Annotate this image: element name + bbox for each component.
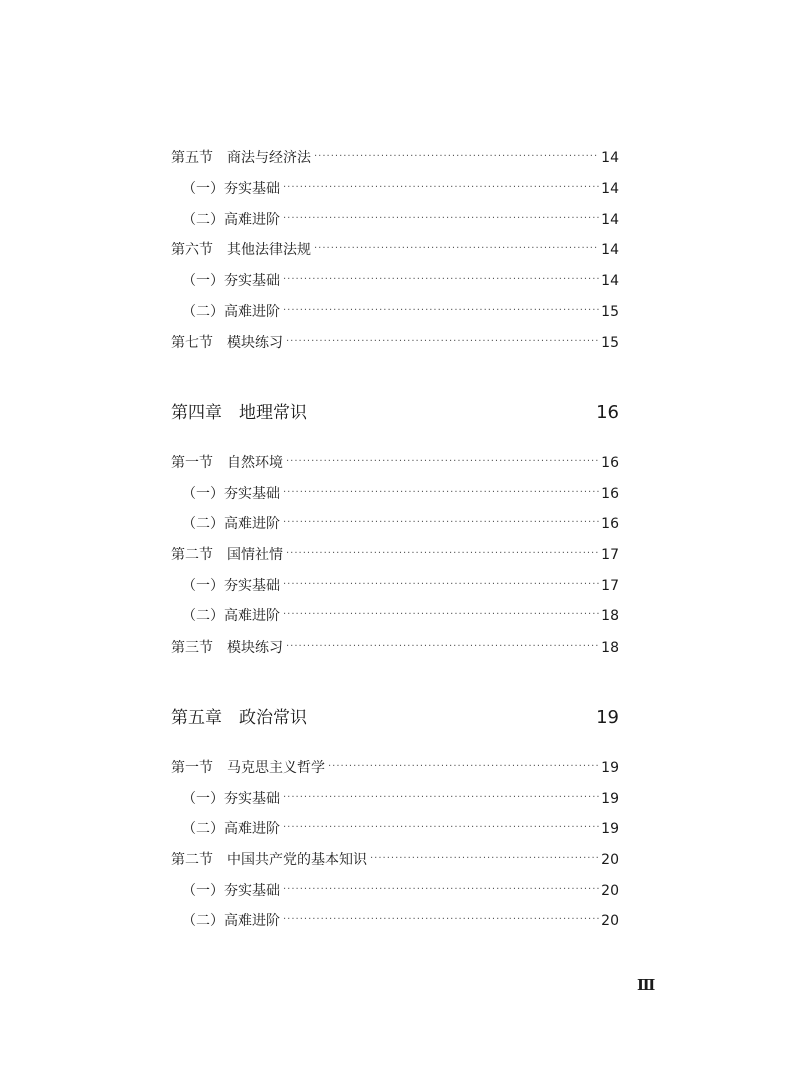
dot-leader	[283, 882, 599, 898]
dot-leader	[283, 211, 599, 227]
chapter-heading[interactable]	[171, 705, 619, 731]
dot-leader	[283, 272, 599, 288]
toc-entry-label: （一）夯实基础	[182, 791, 280, 807]
toc-entry-label: 第一节 自然环境	[171, 455, 283, 471]
toc-entry-label: （二）高难进阶	[182, 821, 280, 837]
dot-leader	[328, 759, 599, 775]
toc-entry-label: 第二节 国情社情	[171, 547, 283, 563]
page-number: Ⅲ	[637, 976, 656, 994]
toc-entry[interactable]	[182, 271, 619, 291]
chapter-page: 19	[596, 707, 619, 728]
chapter-heading[interactable]	[171, 400, 619, 426]
toc-entry[interactable]	[182, 179, 619, 199]
toc-entry-label: 第一节 马克思主义哲学	[171, 760, 325, 776]
toc-entry-page: 15	[601, 335, 619, 351]
toc-entry-page: 20	[601, 913, 619, 929]
toc-entry-label: （二）高难进阶	[182, 212, 280, 228]
toc-entry-label: （二）高难进阶	[182, 304, 280, 320]
toc-entry[interactable]	[182, 514, 619, 534]
toc-entry[interactable]	[171, 638, 619, 658]
dot-leader	[283, 790, 599, 806]
chapter-title: 第五章 政治常识	[171, 708, 307, 728]
toc-entry[interactable]	[171, 240, 619, 260]
toc-entry-page: 14	[601, 181, 619, 197]
toc-entry-page: 14	[601, 150, 619, 166]
dot-leader	[283, 515, 599, 531]
toc-entry[interactable]	[182, 302, 619, 322]
toc-entry-page: 20	[601, 883, 619, 899]
toc-entry-label: 第三节 模块练习	[171, 640, 283, 656]
toc-entry-page: 19	[601, 791, 619, 807]
toc-entry-label: （二）高难进阶	[182, 608, 280, 624]
dot-leader	[283, 577, 599, 593]
toc-entry-label: 第七节 模块练习	[171, 335, 283, 351]
dot-leader	[286, 334, 599, 350]
dot-leader	[283, 303, 599, 319]
toc-entry[interactable]	[182, 606, 619, 626]
toc-entry-label: （二）高难进阶	[182, 913, 280, 929]
toc-entry[interactable]	[171, 545, 619, 565]
dot-leader	[283, 607, 599, 623]
toc-entry-label: 第二节 中国共产党的基本知识	[171, 852, 367, 868]
dot-leader	[314, 149, 599, 165]
toc-entry[interactable]	[182, 881, 619, 901]
toc-entry-page: 19	[601, 821, 619, 837]
toc-entry-page: 19	[601, 760, 619, 776]
dot-leader	[283, 912, 599, 928]
toc-entry[interactable]	[171, 453, 619, 473]
toc-entry-label: 第五节 商法与经济法	[171, 150, 311, 166]
toc-entry[interactable]	[182, 911, 619, 931]
toc-entry[interactable]	[182, 789, 619, 809]
toc-entry-page: 17	[601, 547, 619, 563]
toc-entry-label: （一）夯实基础	[182, 883, 280, 899]
toc-entry-page: 17	[601, 578, 619, 594]
chapter-title: 第四章 地理常识	[171, 403, 307, 423]
dot-leader	[283, 485, 599, 501]
dot-leader	[283, 820, 599, 836]
toc-entry[interactable]	[171, 758, 619, 778]
toc-entry[interactable]	[171, 850, 619, 870]
dot-leader	[286, 546, 599, 562]
toc-entry-page: 18	[601, 640, 619, 656]
toc-entry[interactable]	[171, 148, 619, 168]
toc-entry-label: （一）夯实基础	[182, 181, 280, 197]
dot-leader	[370, 851, 599, 867]
toc-entry-label: （一）夯实基础	[182, 578, 280, 594]
toc-entry-page: 16	[601, 455, 619, 471]
toc-entry[interactable]	[182, 484, 619, 504]
chapter-page: 16	[596, 402, 619, 423]
toc-entry[interactable]	[171, 333, 619, 353]
dot-leader	[314, 241, 599, 257]
toc-entry-page: 14	[601, 242, 619, 258]
toc-entry[interactable]	[182, 210, 619, 230]
toc-entry-page: 14	[601, 212, 619, 228]
toc-entry-page: 20	[601, 852, 619, 868]
toc-entry-label: （一）夯实基础	[182, 486, 280, 502]
toc-entry-page: 16	[601, 516, 619, 532]
dot-leader	[286, 639, 599, 655]
toc-entry-page: 14	[601, 273, 619, 289]
toc-entry[interactable]	[182, 576, 619, 596]
toc-entry-page: 16	[601, 486, 619, 502]
dot-leader	[286, 454, 599, 470]
toc-entry-label: 第六节 其他法律法规	[171, 242, 311, 258]
toc-entry[interactable]	[182, 819, 619, 839]
toc-entry-page: 18	[601, 608, 619, 624]
dot-leader	[283, 180, 599, 196]
toc-entry-label: （一）夯实基础	[182, 273, 280, 289]
toc-entry-label: （二）高难进阶	[182, 516, 280, 532]
toc-entry-page: 15	[601, 304, 619, 320]
